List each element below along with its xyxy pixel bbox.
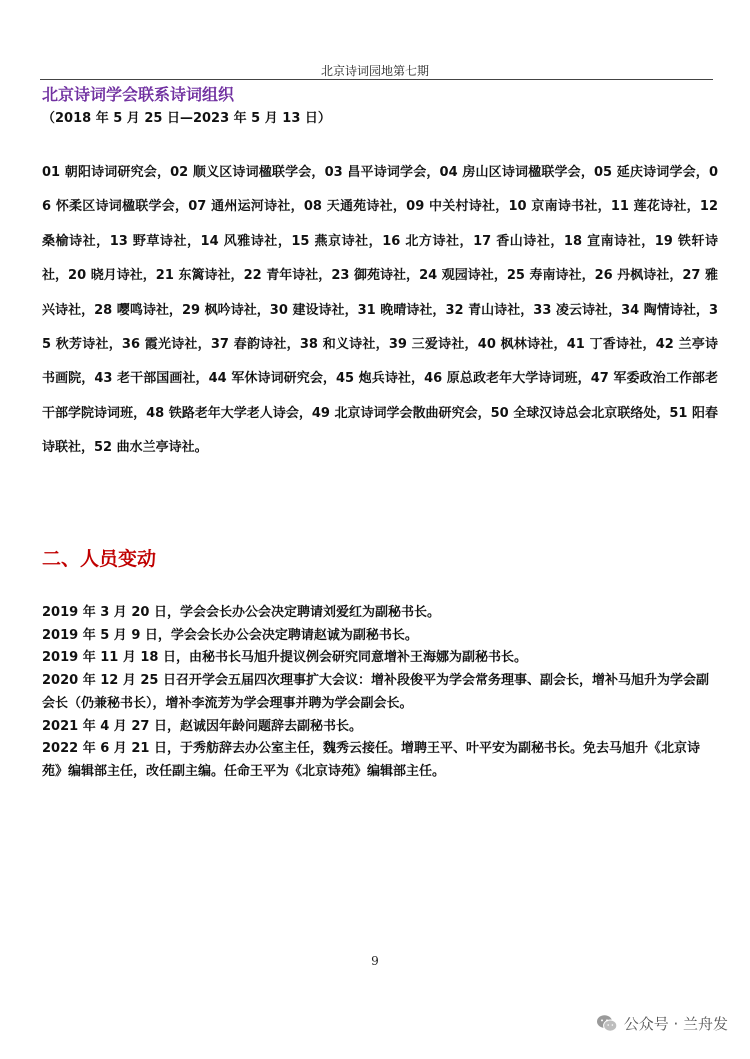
page-number: 9 (371, 954, 379, 968)
personnel-entry: 2019 年 5 月 9 日，学会会长办公会决定聘请赵诚为副秘书长。 (42, 627, 418, 643)
organizations-date-range: （2018 年 5 月 25 日—2023 年 5 月 13 日） (42, 111, 331, 126)
watermark-label: 公众号 · 兰舟发 (623, 1015, 728, 1033)
personnel-entry: 2020 年 12 月 25 日召开学会五届四次理事扩大会议：增补段俊平为学会常务理事、副会长，增补马旭升为学会副会长（仍兼秘书长），增补李流芳为学会理事并聘为学会副会长。 (42, 673, 709, 711)
header-divider (40, 79, 713, 80)
wechat-icon (596, 1014, 618, 1033)
watermark (596, 1013, 728, 1034)
organizations-list: 01 朝阳诗词研究会，02 顺义区诗词楹联学会，03 昌平诗词学会，04 房山区诗词楹联学会，05 延庆诗词学会，06 怀柔区诗词楹联学会，07 通州运河诗社，08 天通苑诗社，09 中关村诗社，10 京南诗书社，11 莲花诗社，12 桑榆诗社，13 野草诗社，14 风雅诗社，15 燕京诗社，16 北方诗社，17 香山诗社，18 宣南诗社，19 铁轩诗社，20 晓月诗社，21 东篱诗社，22 青年诗社，23 御苑诗社，24 观园诗社，25 寿南诗社，26 丹枫诗社，27 雅兴诗社，28 嘤鸣诗社，29 枫吟诗社，30 建设诗社，31 晚晴诗社，32 青山诗社，33 凌云诗社，34 陶情诗社，35 秋芳诗社，36 霞光诗社，37 春韵诗社，38 和义诗社，39 三爱诗社，40 枫林诗社，41 丁香诗社，42 兰亭诗书画院，43 老干部国画社，44 军休诗词研究会，45 炮兵诗社，46 原总政老年大学诗词班，47 军委政治工作部老干部学院诗词班，48 铁路老年大学老人诗会，49 北京诗词学会散曲研究会，50 全球汉诗总会北京联络处，51 阳春诗联社，52 曲水兰亭诗社。 (42, 165, 718, 456)
running-header: 北京诗词园地第七期 (320, 64, 429, 78)
personnel-changes (42, 602, 718, 784)
personnel-entry: 2021 年 4 月 27 日，赵诚因年龄问题辞去副秘书长。 (42, 718, 362, 734)
personnel-entry: 2019 年 11 月 18 日，由秘书长马旭升提议例会研究同意增补王海娜为副秘书长。 (42, 650, 527, 666)
organizations-title: 北京诗词学会联系诗词组织 (42, 85, 235, 104)
personnel-section-title: 二、人员变动 (42, 548, 157, 570)
personnel-entry: 2022 年 6 月 21 日，于秀舫辞去办公室主任，魏秀云接任。增聘王平、叶平安为副秘书长。免去马旭升《北京诗苑》编辑部主任，改任副主编。任命王平为《北京诗苑》编辑部主任。 (42, 741, 700, 779)
personnel-entry: 2019 年 3 月 20 日，学会会长办公会决定聘请刘爱红为副秘书长。 (42, 605, 440, 620)
